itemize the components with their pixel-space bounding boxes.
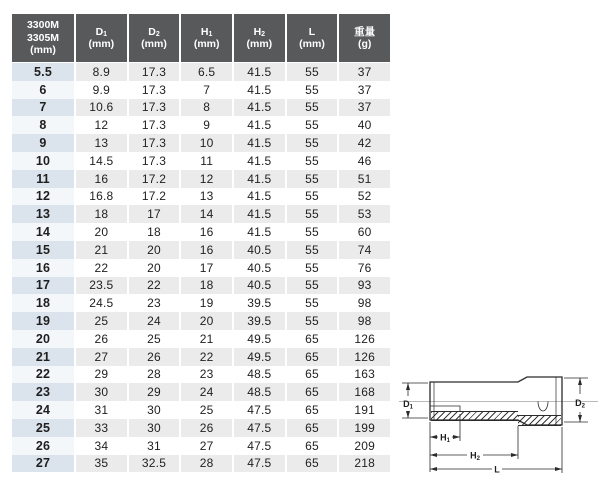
value-cell: 55: [287, 152, 338, 170]
value-cell: 23: [181, 366, 232, 384]
value-cell: 39.5: [234, 312, 285, 330]
value-cell: 98: [339, 294, 390, 312]
value-cell: 8.9: [76, 63, 127, 81]
size-cell: 22: [12, 366, 74, 384]
header-label: $D_2$: [148, 25, 160, 38]
size-cell: 7: [12, 99, 74, 117]
size-cell: 11: [12, 170, 74, 188]
value-cell: 32.5: [129, 455, 180, 473]
table-row: [12, 81, 390, 99]
header-unit: (mm): [141, 38, 167, 50]
size-cell: 19: [12, 312, 74, 330]
value-cell: 24: [181, 383, 232, 401]
value-cell: 26: [76, 330, 127, 348]
value-cell: 76: [339, 259, 390, 277]
size-cell: 10: [12, 152, 74, 170]
value-cell: 41.5: [234, 188, 285, 206]
value-cell: 41.5: [234, 223, 285, 241]
value-cell: 41.5: [234, 205, 285, 223]
table-header-row: [12, 14, 390, 62]
table-row: [12, 419, 390, 437]
value-cell: 17.2: [129, 170, 180, 188]
value-cell: 25: [129, 330, 180, 348]
table-row: [12, 312, 390, 330]
value-cell: 17.2: [129, 188, 180, 206]
value-cell: 18: [181, 277, 232, 295]
header-label: 重量: [354, 25, 376, 38]
table-row: [12, 170, 390, 188]
value-cell: 74: [339, 241, 390, 259]
column-header-d1: [76, 14, 127, 62]
value-cell: 55: [287, 312, 338, 330]
table-row: [12, 205, 390, 223]
value-cell: 30: [129, 401, 180, 419]
value-cell: 24: [129, 312, 180, 330]
size-cell: 20: [12, 330, 74, 348]
value-cell: 41.5: [234, 134, 285, 152]
value-cell: 65: [287, 419, 338, 437]
value-cell: 7: [181, 81, 232, 99]
value-cell: 18: [129, 223, 180, 241]
socket-outline: [430, 377, 562, 425]
size-cell: 27: [12, 455, 74, 473]
value-cell: 55: [287, 277, 338, 295]
table-row: [12, 294, 390, 312]
value-cell: 41.5: [234, 152, 285, 170]
size-cell: 23: [12, 383, 74, 401]
value-cell: 30: [76, 383, 127, 401]
socket-dimension-diagram: [398, 370, 600, 500]
value-cell: 17.3: [129, 81, 180, 99]
value-cell: 8: [181, 99, 232, 117]
value-cell: 6.5: [181, 63, 232, 81]
value-cell: 37: [339, 99, 390, 117]
value-cell: 31: [76, 401, 127, 419]
value-cell: 29: [129, 383, 180, 401]
header-label: $D_1$: [95, 25, 108, 38]
value-cell: 52: [339, 188, 390, 206]
value-cell: 126: [339, 348, 390, 366]
value-cell: 18: [76, 205, 127, 223]
dim-label-l: L: [494, 464, 500, 475]
value-cell: 17.3: [129, 152, 180, 170]
value-cell: 14: [181, 205, 232, 223]
column-header-weight: [339, 14, 390, 62]
value-cell: 22: [76, 259, 127, 277]
column-header-l: [287, 14, 338, 62]
value-cell: 39.5: [234, 294, 285, 312]
value-cell: 29: [76, 366, 127, 384]
value-cell: 12: [181, 170, 232, 188]
hex-bore-line: [430, 406, 460, 411]
value-cell: 34: [76, 437, 127, 455]
value-cell: 37: [339, 63, 390, 81]
value-cell: 30: [129, 419, 180, 437]
value-cell: 55: [287, 205, 338, 223]
value-cell: 20: [76, 223, 127, 241]
header-label: $H_2$: [253, 25, 266, 38]
table-row: [12, 241, 390, 259]
dim-label-d1: D1: [403, 399, 413, 411]
table-row: [12, 63, 390, 81]
value-cell: 168: [339, 383, 390, 401]
value-cell: 65: [287, 455, 338, 473]
header-unit: (mm): [299, 38, 325, 50]
dim-label-h2: H2: [470, 450, 480, 462]
size-cell: 25: [12, 419, 74, 437]
value-cell: 46: [339, 152, 390, 170]
value-cell: 17.3: [129, 99, 180, 117]
value-cell: 51: [339, 170, 390, 188]
value-cell: 41.5: [234, 116, 285, 134]
size-cell: 21: [12, 348, 74, 366]
value-cell: 33: [76, 419, 127, 437]
value-cell: 48.5: [234, 366, 285, 384]
value-cell: 41.5: [234, 81, 285, 99]
table-row: [12, 134, 390, 152]
size-cell: 24: [12, 401, 74, 419]
table-row: [12, 259, 390, 277]
value-cell: 93: [339, 277, 390, 295]
header-unit: (g): [357, 38, 372, 50]
header-label: $H_1$: [200, 25, 213, 38]
table-row: [12, 366, 390, 384]
value-cell: 191: [339, 401, 390, 419]
value-cell: 53: [339, 205, 390, 223]
value-cell: 47.5: [234, 401, 285, 419]
value-cell: 11: [181, 152, 232, 170]
value-cell: 48.5: [234, 383, 285, 401]
value-cell: 55: [287, 81, 338, 99]
value-cell: 41.5: [234, 99, 285, 117]
value-cell: 126: [339, 330, 390, 348]
table-row: [12, 223, 390, 241]
size-cell: 17: [12, 277, 74, 295]
column-header-h2: [234, 14, 285, 62]
table-row: [12, 383, 390, 401]
value-cell: 209: [339, 437, 390, 455]
value-cell: 41.5: [234, 63, 285, 81]
value-cell: 12: [76, 116, 127, 134]
value-cell: 49.5: [234, 330, 285, 348]
value-cell: 28: [129, 366, 180, 384]
table-body: [12, 63, 390, 472]
dim-label-d2: D2: [575, 398, 585, 410]
header-label: L: [308, 25, 316, 38]
value-cell: 47.5: [234, 455, 285, 473]
value-cell: 17.3: [129, 116, 180, 134]
value-cell: 40.5: [234, 277, 285, 295]
value-cell: 55: [287, 116, 338, 134]
value-cell: 10.6: [76, 99, 127, 117]
value-cell: 163: [339, 366, 390, 384]
value-cell: 55: [287, 99, 338, 117]
value-cell: 13: [76, 134, 127, 152]
header-model-1: 3300M: [26, 19, 60, 32]
value-cell: 9.9: [76, 81, 127, 99]
value-cell: 17.3: [129, 63, 180, 81]
value-cell: 23: [129, 294, 180, 312]
value-cell: 25: [76, 312, 127, 330]
table-row: [12, 116, 390, 134]
value-cell: 65: [287, 366, 338, 384]
value-cell: 25: [181, 401, 232, 419]
ball-detent-hole: [538, 402, 548, 412]
size-cell: 9: [12, 134, 74, 152]
value-cell: 49.5: [234, 348, 285, 366]
value-cell: 16: [181, 223, 232, 241]
value-cell: 20: [129, 259, 180, 277]
size-cell: 18: [12, 294, 74, 312]
table-row: [12, 188, 390, 206]
value-cell: 40.5: [234, 259, 285, 277]
value-cell: 65: [287, 383, 338, 401]
spec-table: [12, 14, 390, 472]
value-cell: 22: [129, 277, 180, 295]
value-cell: 218: [339, 455, 390, 473]
header-unit: (mm): [88, 38, 115, 50]
value-cell: 28: [181, 455, 232, 473]
value-cell: 55: [287, 188, 338, 206]
table-row: [12, 401, 390, 419]
value-cell: 14.5: [76, 152, 127, 170]
header-model-2: 3305M: [26, 31, 60, 44]
socket-drawing-svg: [398, 370, 600, 500]
size-cell: 12: [12, 188, 74, 206]
value-cell: 9: [181, 116, 232, 134]
value-cell: 47.5: [234, 437, 285, 455]
table-row: [12, 348, 390, 366]
value-cell: 16: [181, 241, 232, 259]
value-cell: 17: [129, 205, 180, 223]
value-cell: 55: [287, 134, 338, 152]
value-cell: 65: [287, 401, 338, 419]
value-cell: 13: [181, 188, 232, 206]
value-cell: 26: [129, 348, 180, 366]
table-row: [12, 99, 390, 117]
value-cell: 37: [339, 81, 390, 99]
size-cell: 26: [12, 437, 74, 455]
value-cell: 26: [181, 419, 232, 437]
header-unit: (mm): [193, 38, 220, 50]
value-cell: 24.5: [76, 294, 127, 312]
column-header-h1: [181, 14, 232, 62]
table-row: [12, 330, 390, 348]
value-cell: 17: [181, 259, 232, 277]
value-cell: 35: [76, 455, 127, 473]
value-cell: 199: [339, 419, 390, 437]
value-cell: 47.5: [234, 419, 285, 437]
size-cell: 6: [12, 81, 74, 99]
value-cell: 27: [76, 348, 127, 366]
column-header-d2: [129, 14, 180, 62]
value-cell: 21: [181, 330, 232, 348]
value-cell: 21: [76, 241, 127, 259]
value-cell: 22: [181, 348, 232, 366]
value-cell: 16.8: [76, 188, 127, 206]
size-cell: 8: [12, 116, 74, 134]
value-cell: 65: [287, 330, 338, 348]
size-cell: 16: [12, 259, 74, 277]
column-header-size: [12, 14, 74, 62]
table-row: [12, 455, 390, 473]
value-cell: 17.3: [129, 134, 180, 152]
value-cell: 20: [129, 241, 180, 259]
value-cell: 19: [181, 294, 232, 312]
table-row: [12, 277, 390, 295]
value-cell: 40.5: [234, 241, 285, 259]
value-cell: 40: [339, 116, 390, 134]
value-cell: 10: [181, 134, 232, 152]
header-unit: (mm): [246, 38, 273, 50]
table-row: [12, 152, 390, 170]
value-cell: 55: [287, 241, 338, 259]
value-cell: 65: [287, 348, 338, 366]
value-cell: 55: [287, 259, 338, 277]
size-cell: 5.5: [12, 63, 74, 81]
value-cell: 16: [76, 170, 127, 188]
value-cell: 55: [287, 223, 338, 241]
dim-label-h1: H1: [440, 432, 450, 444]
value-cell: 55: [287, 170, 338, 188]
table-row: [12, 437, 390, 455]
value-cell: 20: [181, 312, 232, 330]
value-cell: 41.5: [234, 170, 285, 188]
size-cell: 14: [12, 223, 74, 241]
value-cell: 98: [339, 312, 390, 330]
dimension-h1: [430, 414, 460, 472]
value-cell: 60: [339, 223, 390, 241]
value-cell: 55: [287, 294, 338, 312]
value-cell: 23.5: [76, 277, 127, 295]
value-cell: 42: [339, 134, 390, 152]
size-cell: 15: [12, 241, 74, 259]
header-unit: (mm): [30, 44, 56, 57]
value-cell: 27: [181, 437, 232, 455]
value-cell: 31: [129, 437, 180, 455]
size-cell: 13: [12, 205, 74, 223]
value-cell: 55: [287, 63, 338, 81]
value-cell: 65: [287, 437, 338, 455]
